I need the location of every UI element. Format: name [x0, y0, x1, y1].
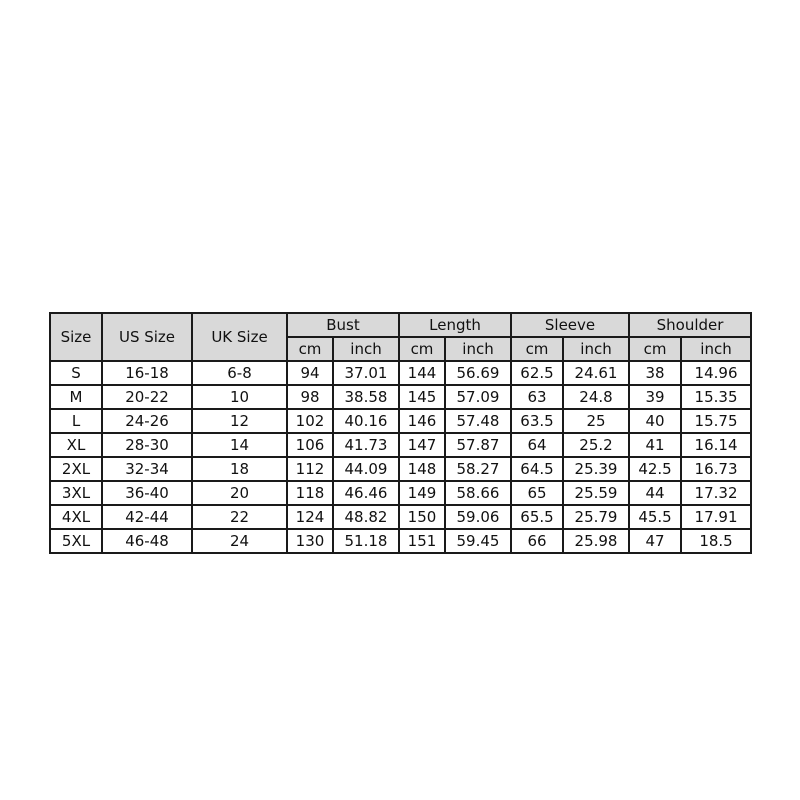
- cell-shoulder-cm: 39: [629, 385, 681, 409]
- table-row: [50, 457, 751, 481]
- cell-sleeve-cm: 64.5: [511, 457, 563, 481]
- cell-size: S: [50, 361, 102, 385]
- cell-shoulder-inch: 16.14: [681, 433, 751, 457]
- unit-header: inch: [333, 337, 399, 361]
- cell-length-inch: 56.69: [445, 361, 511, 385]
- cell-length-inch: 57.48: [445, 409, 511, 433]
- cell-uk-size: 10: [192, 385, 287, 409]
- cell-length-inch: 57.09: [445, 385, 511, 409]
- table-row: [50, 409, 751, 433]
- cell-uk-size: 12: [192, 409, 287, 433]
- table-row: [50, 361, 751, 385]
- table-row: [50, 529, 751, 553]
- unit-header: inch: [445, 337, 511, 361]
- header-sleeve: Sleeve: [511, 313, 629, 337]
- cell-uk-size: 20: [192, 481, 287, 505]
- header-uk-size: UK Size: [192, 313, 287, 361]
- cell-bust-cm: 124: [287, 505, 333, 529]
- cell-sleeve-cm: 65: [511, 481, 563, 505]
- cell-sleeve-inch: 25.59: [563, 481, 629, 505]
- cell-bust-inch: 41.73: [333, 433, 399, 457]
- cell-sleeve-cm: 66: [511, 529, 563, 553]
- cell-us-size: 20-22: [102, 385, 192, 409]
- cell-size: XL: [50, 433, 102, 457]
- table-row: [50, 385, 751, 409]
- cell-sleeve-cm: 64: [511, 433, 563, 457]
- size-chart-table: [49, 312, 752, 554]
- cell-sleeve-cm: 62.5: [511, 361, 563, 385]
- cell-size: 2XL: [50, 457, 102, 481]
- header-length: Length: [399, 313, 511, 337]
- cell-bust-inch: 38.58: [333, 385, 399, 409]
- cell-size: 3XL: [50, 481, 102, 505]
- table-row: [50, 433, 751, 457]
- cell-sleeve-inch: 25.79: [563, 505, 629, 529]
- cell-uk-size: 14: [192, 433, 287, 457]
- cell-us-size: 16-18: [102, 361, 192, 385]
- cell-shoulder-cm: 41: [629, 433, 681, 457]
- cell-length-inch: 57.87: [445, 433, 511, 457]
- cell-sleeve-inch: 25.98: [563, 529, 629, 553]
- cell-sleeve-cm: 63.5: [511, 409, 563, 433]
- cell-uk-size: 18: [192, 457, 287, 481]
- cell-bust-cm: 112: [287, 457, 333, 481]
- cell-bust-inch: 40.16: [333, 409, 399, 433]
- cell-uk-size: 24: [192, 529, 287, 553]
- cell-shoulder-inch: 16.73: [681, 457, 751, 481]
- cell-uk-size: 22: [192, 505, 287, 529]
- cell-length-inch: 59.45: [445, 529, 511, 553]
- cell-length-cm: 145: [399, 385, 445, 409]
- cell-bust-cm: 102: [287, 409, 333, 433]
- cell-us-size: 42-44: [102, 505, 192, 529]
- cell-sleeve-inch: 25: [563, 409, 629, 433]
- cell-bust-inch: 48.82: [333, 505, 399, 529]
- cell-size: L: [50, 409, 102, 433]
- unit-header: cm: [399, 337, 445, 361]
- table-row: [50, 505, 751, 529]
- unit-header: cm: [629, 337, 681, 361]
- cell-sleeve-inch: 25.2: [563, 433, 629, 457]
- cell-bust-cm: 98: [287, 385, 333, 409]
- cell-bust-inch: 51.18: [333, 529, 399, 553]
- unit-header: inch: [563, 337, 629, 361]
- cell-bust-inch: 46.46: [333, 481, 399, 505]
- cell-bust-cm: 118: [287, 481, 333, 505]
- header-bust: Bust: [287, 313, 399, 337]
- header-size: Size: [50, 313, 102, 361]
- table-body: [50, 361, 751, 553]
- table-row: [50, 481, 751, 505]
- cell-bust-cm: 94: [287, 361, 333, 385]
- cell-size: M: [50, 385, 102, 409]
- cell-length-cm: 147: [399, 433, 445, 457]
- cell-length-inch: 58.27: [445, 457, 511, 481]
- cell-size: 5XL: [50, 529, 102, 553]
- cell-length-inch: 58.66: [445, 481, 511, 505]
- cell-sleeve-cm: 65.5: [511, 505, 563, 529]
- cell-shoulder-inch: 18.5: [681, 529, 751, 553]
- cell-us-size: 46-48: [102, 529, 192, 553]
- cell-bust-cm: 130: [287, 529, 333, 553]
- cell-length-cm: 149: [399, 481, 445, 505]
- header-us-size: US Size: [102, 313, 192, 361]
- cell-shoulder-inch: 17.32: [681, 481, 751, 505]
- cell-us-size: 36-40: [102, 481, 192, 505]
- unit-header: cm: [287, 337, 333, 361]
- cell-shoulder-cm: 45.5: [629, 505, 681, 529]
- header-row-groups: [50, 313, 751, 337]
- cell-shoulder-cm: 42.5: [629, 457, 681, 481]
- unit-header: inch: [681, 337, 751, 361]
- cell-size: 4XL: [50, 505, 102, 529]
- cell-bust-inch: 44.09: [333, 457, 399, 481]
- cell-shoulder-cm: 47: [629, 529, 681, 553]
- cell-bust-inch: 37.01: [333, 361, 399, 385]
- cell-shoulder-cm: 40: [629, 409, 681, 433]
- cell-shoulder-cm: 44: [629, 481, 681, 505]
- cell-bust-cm: 106: [287, 433, 333, 457]
- cell-sleeve-inch: 25.39: [563, 457, 629, 481]
- cell-shoulder-inch: 17.91: [681, 505, 751, 529]
- cell-shoulder-inch: 14.96: [681, 361, 751, 385]
- cell-sleeve-inch: 24.61: [563, 361, 629, 385]
- cell-length-cm: 148: [399, 457, 445, 481]
- cell-shoulder-cm: 38: [629, 361, 681, 385]
- unit-header: cm: [511, 337, 563, 361]
- cell-shoulder-inch: 15.35: [681, 385, 751, 409]
- cell-us-size: 32-34: [102, 457, 192, 481]
- cell-length-inch: 59.06: [445, 505, 511, 529]
- cell-length-cm: 146: [399, 409, 445, 433]
- cell-us-size: 24-26: [102, 409, 192, 433]
- cell-us-size: 28-30: [102, 433, 192, 457]
- cell-length-cm: 151: [399, 529, 445, 553]
- cell-uk-size: 6-8: [192, 361, 287, 385]
- cell-length-cm: 150: [399, 505, 445, 529]
- cell-shoulder-inch: 15.75: [681, 409, 751, 433]
- table-header: [50, 313, 751, 361]
- cell-sleeve-inch: 24.8: [563, 385, 629, 409]
- cell-sleeve-cm: 63: [511, 385, 563, 409]
- header-shoulder: Shoulder: [629, 313, 751, 337]
- cell-length-cm: 144: [399, 361, 445, 385]
